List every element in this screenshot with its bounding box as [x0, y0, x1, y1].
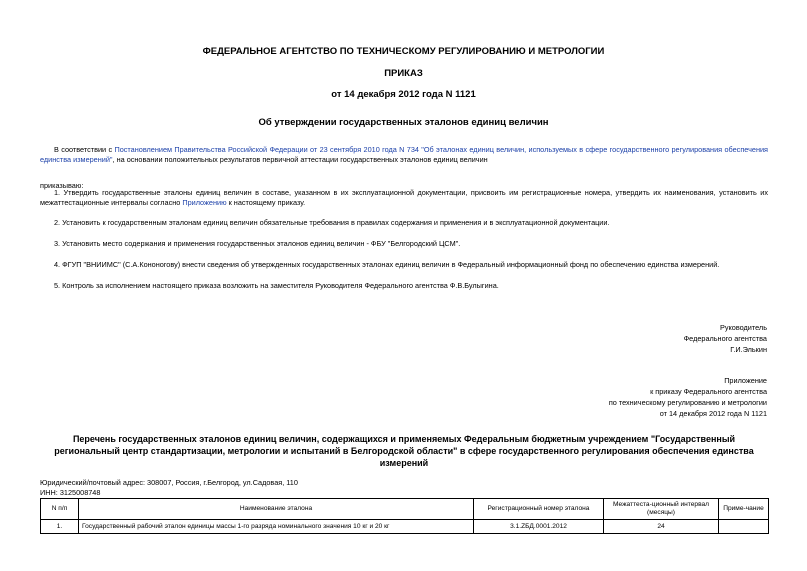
item-1: [40, 188, 768, 208]
header-note: Приме-чание: [719, 499, 769, 520]
row-interval: 24: [604, 520, 719, 534]
row-name: Государственный рабочий эталон единицы массы 1-го разряда номинального значения 10 кг и 20 кг: [79, 520, 474, 534]
header-reg-number: Регистрационный номер эталона: [474, 499, 604, 520]
inn: ИНН: 3125008748: [40, 488, 101, 497]
item-5-text: 5. Контроль за исполнением настоящего приказа возложить на заместителя Руководителя Федерального агентства Ф.В.Булыгина.: [54, 281, 499, 290]
item-1-text-before: 1. Утвердить государственные эталоны единиц величин в составе, указанном в их эксплуатационной документации, присвоить им регистрационные номера, утвердить их наименования, установить их межаттестационные интервалы согласно: [40, 188, 768, 207]
annex-line-4: от 14 декабря 2012 года N 1121: [659, 409, 767, 418]
government-decree-link[interactable]: Постановлением Правительства Российской Федерации от 23 сентября 2010 года N 734 "Об эталонах единиц величин, используемых в сфере государственного регулирования обеспечения единства измерений": [40, 145, 769, 164]
signature-block: [684, 322, 767, 355]
order-date-number: от 14 декабря 2012 года N 1121: [331, 89, 476, 100]
item-5: [40, 281, 768, 291]
item-2-text: 2. Установить к государственным эталонам единиц величин обязательные требования в правилах содержания и применения и в эксплуатационной документации.: [54, 218, 610, 227]
annex-block: [609, 375, 767, 419]
order-subject: Об утверждении государственных эталонов единиц величин: [258, 117, 549, 128]
annex-link[interactable]: Приложению: [182, 198, 227, 207]
item-2: [40, 218, 768, 228]
header-interval: Межаттеста-ционный интервал (месяцы): [604, 499, 719, 520]
address-block: [40, 478, 298, 498]
standards-table: [40, 498, 769, 534]
intro-text-after: , на основании положительных результатов первичной аттестации государственных эталонов единиц величин: [112, 155, 488, 164]
row-reg-number: 3.1.ZБД.0001.2012: [474, 520, 604, 534]
item-1-text-after: к настоящему приказу.: [226, 198, 306, 207]
intro-text-before: В соответствии с: [54, 145, 115, 154]
item-3-text: 3. Установить место содержания и применения государственных эталонов единиц величин - ФБУ "Белгородский ЦСМ".: [54, 239, 461, 248]
row-num: 1.: [41, 520, 79, 534]
agency-heading: ФЕДЕРАЛЬНОЕ АГЕНТСТВО ПО ТЕХНИЧЕСКОМУ РЕГУЛИРОВАНИЮ И МЕТРОЛОГИИ: [202, 46, 605, 57]
header-num: N п/п: [41, 499, 79, 520]
annex-title: Приложение: [724, 376, 767, 385]
item-3: [40, 239, 768, 249]
item-4-text: 4. ФГУП "ВНИИМС" (С.А.Кононогову) внести сведения об утвержденных государственных эталонах единиц величин в Федеральный информационный фонд по обеспечению единства измерений.: [54, 260, 720, 269]
document-type-heading: ПРИКАЗ: [384, 68, 423, 79]
table-row: [41, 520, 769, 534]
legal-address: Юридический/почтовый адрес: 308007, Россия, г.Белгород, ул.Садовая, 110: [40, 478, 298, 487]
row-note: [719, 520, 769, 534]
annex-line-2: к приказу Федерального агентства: [650, 387, 767, 396]
signature-agency: Федерального агентства: [683, 334, 767, 343]
signature-position: Руководитель: [719, 323, 767, 332]
header-name: Наименование эталона: [79, 499, 474, 520]
intro-paragraph: [40, 145, 768, 165]
annex-line-3: по техническому регулированию и метрологии: [608, 398, 767, 407]
decree-word: приказываю:: [40, 181, 84, 190]
item-4: [40, 260, 768, 270]
signature-name: Г.И.Элькин: [730, 345, 767, 354]
standards-list-title: Перечень государственных эталонов единиц величин, содержащихся и применяемых Федеральным бюджетным учреждением "Государственный региональный центр стандартизации, метрологии и испытаний в Белгородской области" в сфере государственного регулирования обеспечения единства измерений: [54, 434, 754, 468]
table-header-row: [41, 499, 769, 520]
